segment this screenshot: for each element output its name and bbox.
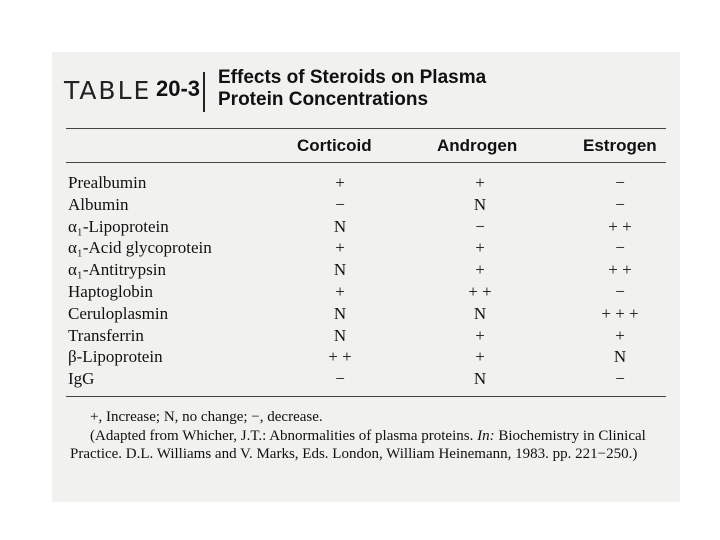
androgen-effect: + <box>475 347 485 367</box>
protein-name: α₁-Antitrypsin <box>68 260 166 280</box>
table-row <box>66 325 666 347</box>
table-label: TABLE <box>64 76 152 105</box>
table-row <box>66 237 666 259</box>
corticoid-effect: − <box>335 369 345 389</box>
table-row <box>66 259 666 281</box>
corticoid-effect: N <box>333 325 347 345</box>
table-body <box>66 172 666 390</box>
estrogen-effect: + + <box>608 216 632 236</box>
estrogen-effect: − <box>615 281 625 301</box>
column-header-androgen: Androgen <box>437 136 518 155</box>
androgen-effect: N <box>473 194 487 214</box>
estrogen-effect: − <box>615 238 625 258</box>
estrogen-effect: + + + <box>601 303 639 323</box>
table-row <box>66 346 666 368</box>
androgen-effect: + <box>475 260 485 280</box>
footnote-source <box>70 427 670 464</box>
corticoid-effect: + <box>335 238 345 258</box>
protein-name: Prealbumin <box>68 173 147 192</box>
corticoid-effect: + <box>335 173 345 192</box>
source-text-part2: Biochemistry in Clinical Practice. D.L. Williams and V. Marks, Eds. London, William Heinemann, 1983. pp. 221−250.) <box>70 427 646 462</box>
androgen-effect: N <box>473 303 487 323</box>
corticoid-effect: − <box>335 194 345 214</box>
protein-name: α₁-Lipoprotein <box>68 216 169 236</box>
androgen-effect: + <box>475 325 485 345</box>
estrogen-effect: − <box>615 194 625 214</box>
table-number: 20-3 <box>156 76 201 101</box>
protein-name: Haptoglobin <box>68 281 153 301</box>
protein-name: β-Lipoprotein <box>68 347 163 367</box>
protein-name: Ceruloplasmin <box>68 303 169 323</box>
estrogen-effect: + <box>615 325 625 345</box>
column-header-corticoid: Corticoid <box>297 136 372 155</box>
corticoid-effect: N <box>333 216 347 236</box>
estrogen-effect: − <box>615 173 625 192</box>
column-header-estrogen: Estrogen <box>583 136 657 155</box>
corticoid-effect: + <box>335 281 345 301</box>
table-header <box>60 62 680 122</box>
top-rule <box>66 128 666 129</box>
table-row <box>66 216 666 238</box>
corticoid-effect: N <box>333 260 347 280</box>
bottom-rule <box>66 396 666 397</box>
estrogen-effect: N <box>613 347 627 367</box>
corticoid-effect: N <box>333 303 347 323</box>
table-title-line1: Effects of Steroids on Plasma <box>218 67 487 88</box>
table-footnote <box>70 408 670 464</box>
source-in-label: In: <box>477 427 495 444</box>
protein-name: IgG <box>68 369 95 389</box>
androgen-effect: + <box>475 238 485 258</box>
table-row <box>66 281 666 303</box>
table-row <box>66 368 666 390</box>
table-row <box>66 172 666 194</box>
corticoid-effect: + + <box>328 347 352 367</box>
protein-name: Transferrin <box>68 325 144 345</box>
table-title <box>218 67 678 111</box>
androgen-effect: + + <box>468 281 492 301</box>
table-title-line2: Protein Concentrations <box>218 89 429 110</box>
androgen-effect: N <box>473 369 487 389</box>
protein-name: α₁-Acid glycoprotein <box>68 238 212 258</box>
source-text-part1: (Adapted from Whicher, J.T.: Abnormalities of plasma proteins. <box>90 427 478 444</box>
androgen-effect: + <box>475 173 485 192</box>
estrogen-effect: + + <box>608 260 632 280</box>
protein-name: Albumin <box>68 194 129 214</box>
header-divider <box>203 72 205 112</box>
androgen-effect: − <box>475 216 485 236</box>
table-row <box>66 194 666 216</box>
table-row <box>66 303 666 325</box>
estrogen-effect: − <box>615 369 625 389</box>
footnote-legend: +, Increase; N, no change; −, decrease. <box>90 409 323 425</box>
header-rule <box>66 162 666 163</box>
